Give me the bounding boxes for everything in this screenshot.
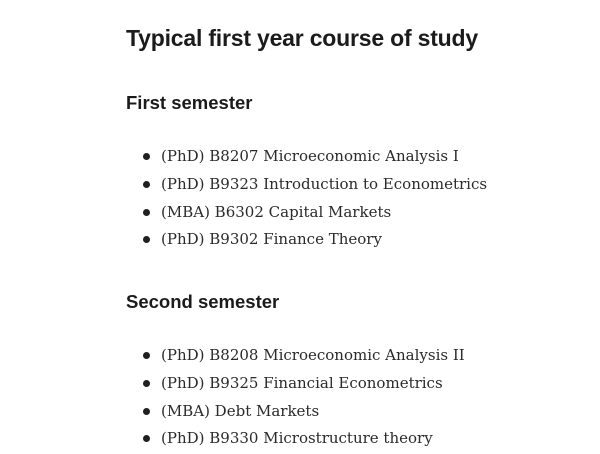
list-item	[126, 199, 586, 227]
bullet-icon	[143, 209, 150, 216]
second-semester-heading: Second semester	[126, 291, 280, 312]
list-item	[126, 226, 586, 254]
bullet-icon	[143, 408, 150, 415]
second-semester-course-list	[126, 342, 586, 453]
course-label: (PhD) B9302 Finance Theory	[161, 230, 382, 249]
list-item	[126, 398, 586, 426]
bullet-icon	[143, 352, 150, 359]
first-semester-course-list	[126, 143, 586, 254]
bullet-icon	[143, 236, 150, 243]
course-label: (PhD) B9325 Financial Econometrics	[161, 373, 443, 392]
page-title: Typical first year course of study	[126, 25, 478, 51]
list-item	[126, 342, 586, 370]
bullet-icon	[143, 181, 150, 188]
course-label: (PhD) B8208 Microeconomic Analysis II	[161, 346, 465, 364]
course-label: (MBA) B6302 Capital Markets	[161, 202, 392, 221]
course-label: (PhD) B8207 Microeconomic Analysis I	[161, 147, 459, 165]
bullet-icon	[143, 153, 150, 160]
bullet-icon	[143, 380, 150, 387]
first-semester-heading: First semester	[126, 92, 253, 113]
list-item	[126, 370, 586, 398]
list-item	[126, 171, 586, 199]
course-label: (MBA) Debt Markets	[161, 401, 320, 420]
list-item	[126, 425, 586, 453]
course-label: (PhD) B9323 Introduction to Econometrics	[161, 174, 488, 193]
bullet-icon	[143, 435, 150, 442]
course-label: (PhD) B9330 Microstructure theory	[161, 429, 433, 448]
list-item	[126, 143, 586, 171]
